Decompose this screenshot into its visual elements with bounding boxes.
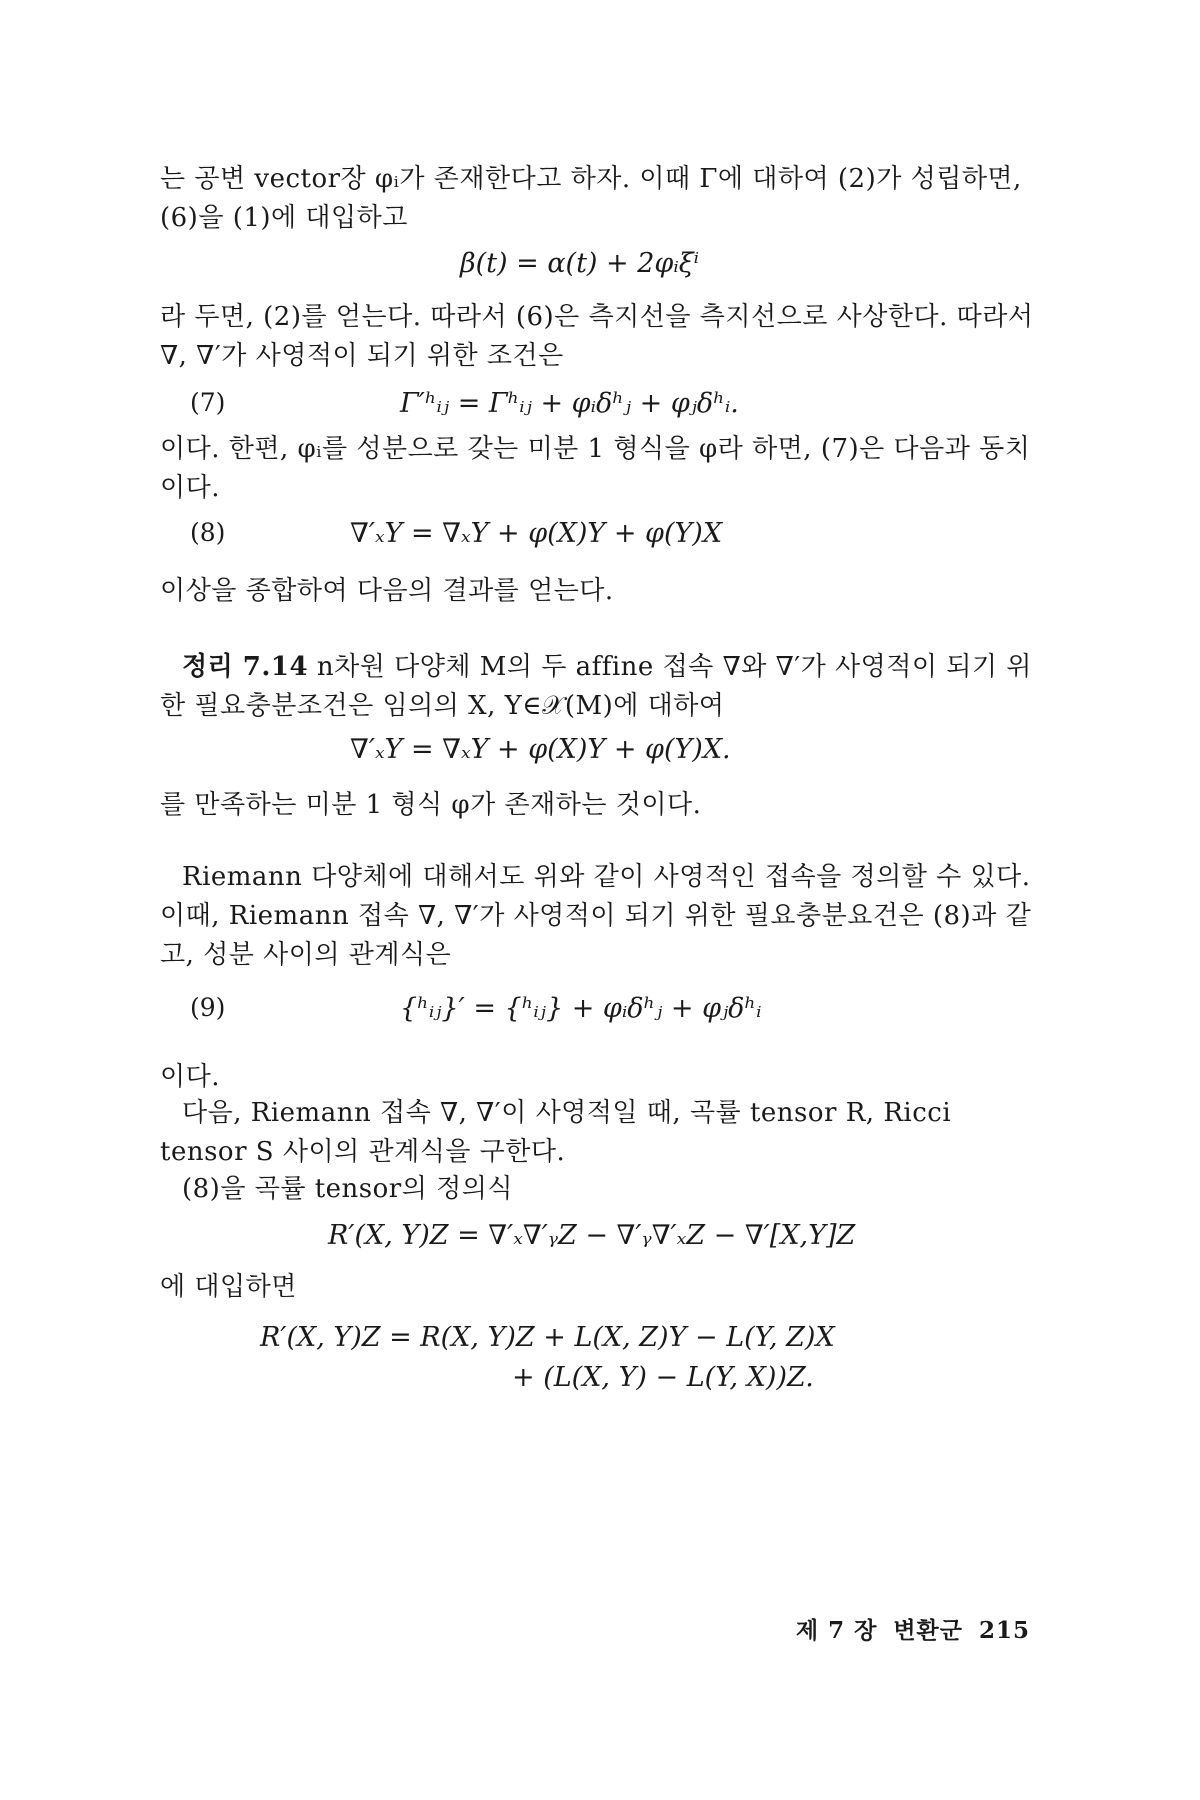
equation-7-number: (7) <box>190 388 226 417</box>
paragraph-9: (8)을 곡률 tensor의 정의식 <box>182 1174 513 1204</box>
curvature-definition-body: R′(X, Y)Z = ∇′ₓ∇′ᵧZ − ∇′ᵧ∇′ₓZ − ∇′[X,Y]Z <box>328 1220 856 1251</box>
equation-9-number: (9) <box>190 993 226 1022</box>
curvature-line-1-body: R′(X, Y)Z = R(X, Y)Z + L(X, Z)Y − L(Y, Z)X <box>260 1322 835 1353</box>
footer-title: 변환군 <box>893 1617 963 1644</box>
paragraph-7: 이다. <box>160 1062 220 1092</box>
theorem-equation-body: ∇′ₓY = ∇ₓY + φ(X)Y + φ(Y)X. <box>350 734 731 765</box>
paragraph-8: 다음, Riemann 접속 ∇, ∇′이 사영적일 때, 곡률 tensor R, Ricci tensor S 사이의 관계식을 구한다. <box>160 1098 952 1167</box>
paragraph-2: 라 두면, (2)를 얻는다. 따라서 (6)은 측지선을 측지선으로 사상한다. 따라서 ∇, ∇′가 사영적이 되기 위한 조건은 <box>160 302 1034 371</box>
paragraph-5: 를 만족하는 미분 1 형식 φ가 존재하는 것이다. <box>160 790 702 820</box>
paragraph-4: 이상을 종합하여 다음의 결과를 얻는다. <box>160 576 614 606</box>
equation-7-body: Γ′ʰᵢⱼ = Γʰᵢⱼ + φᵢδʰⱼ + φⱼδʰᵢ. <box>400 388 739 419</box>
equation-8-body: ∇′ₓY = ∇ₓY + φ(X)Y + φ(Y)X <box>350 518 723 549</box>
equation-8-number: (8) <box>190 518 226 547</box>
theorem-7-14 <box>160 648 1040 726</box>
page-number: 215 <box>978 1617 1030 1644</box>
paragraph-6: Riemann 다양체에 대해서도 위와 같이 사영적인 접속을 정의할 수 있다. 이때, Riemann 접속 ∇, ∇′가 사영적이 되기 위한 필요충분요건은 (8)과 같고, 성분 사이의 관계식은 <box>160 862 1032 970</box>
paragraph-3: 이다. 한편, φᵢ를 성분으로 갖는 미분 1 형식을 φ라 하면, (7)은 다음과 동치이다. <box>160 434 1031 503</box>
theorem-body: n차원 다양체 M의 두 affine 접속 ∇와 ∇′가 사영적이 되기 위한 필요충분조건은 임의의 X, Y∈𝒳(M)에 대하여 <box>160 652 1032 721</box>
page-footer <box>160 1612 1030 1645</box>
curvature-line-2-body: + (L(X, Y) − L(Y, X))Z. <box>512 1362 814 1393</box>
equation-9-body: {ʰᵢⱼ}′ = {ʰᵢⱼ} + φᵢδʰⱼ + φⱼδʰᵢ <box>400 993 762 1024</box>
theorem-label: 정리 7.14 <box>182 652 309 682</box>
paragraph-10: 에 대입하면 <box>160 1272 297 1302</box>
footer-chapter: 제 7 장 <box>795 1617 878 1644</box>
paragraph-1: 는 공변 vector장 φᵢ가 존재한다고 하자. 이때 Γ에 대하여 (2)가 성립하면, (6)을 (1)에 대입하고 <box>160 164 1022 233</box>
equation-beta-body: β(t) = α(t) + 2φᵢξⁱ <box>460 248 700 279</box>
